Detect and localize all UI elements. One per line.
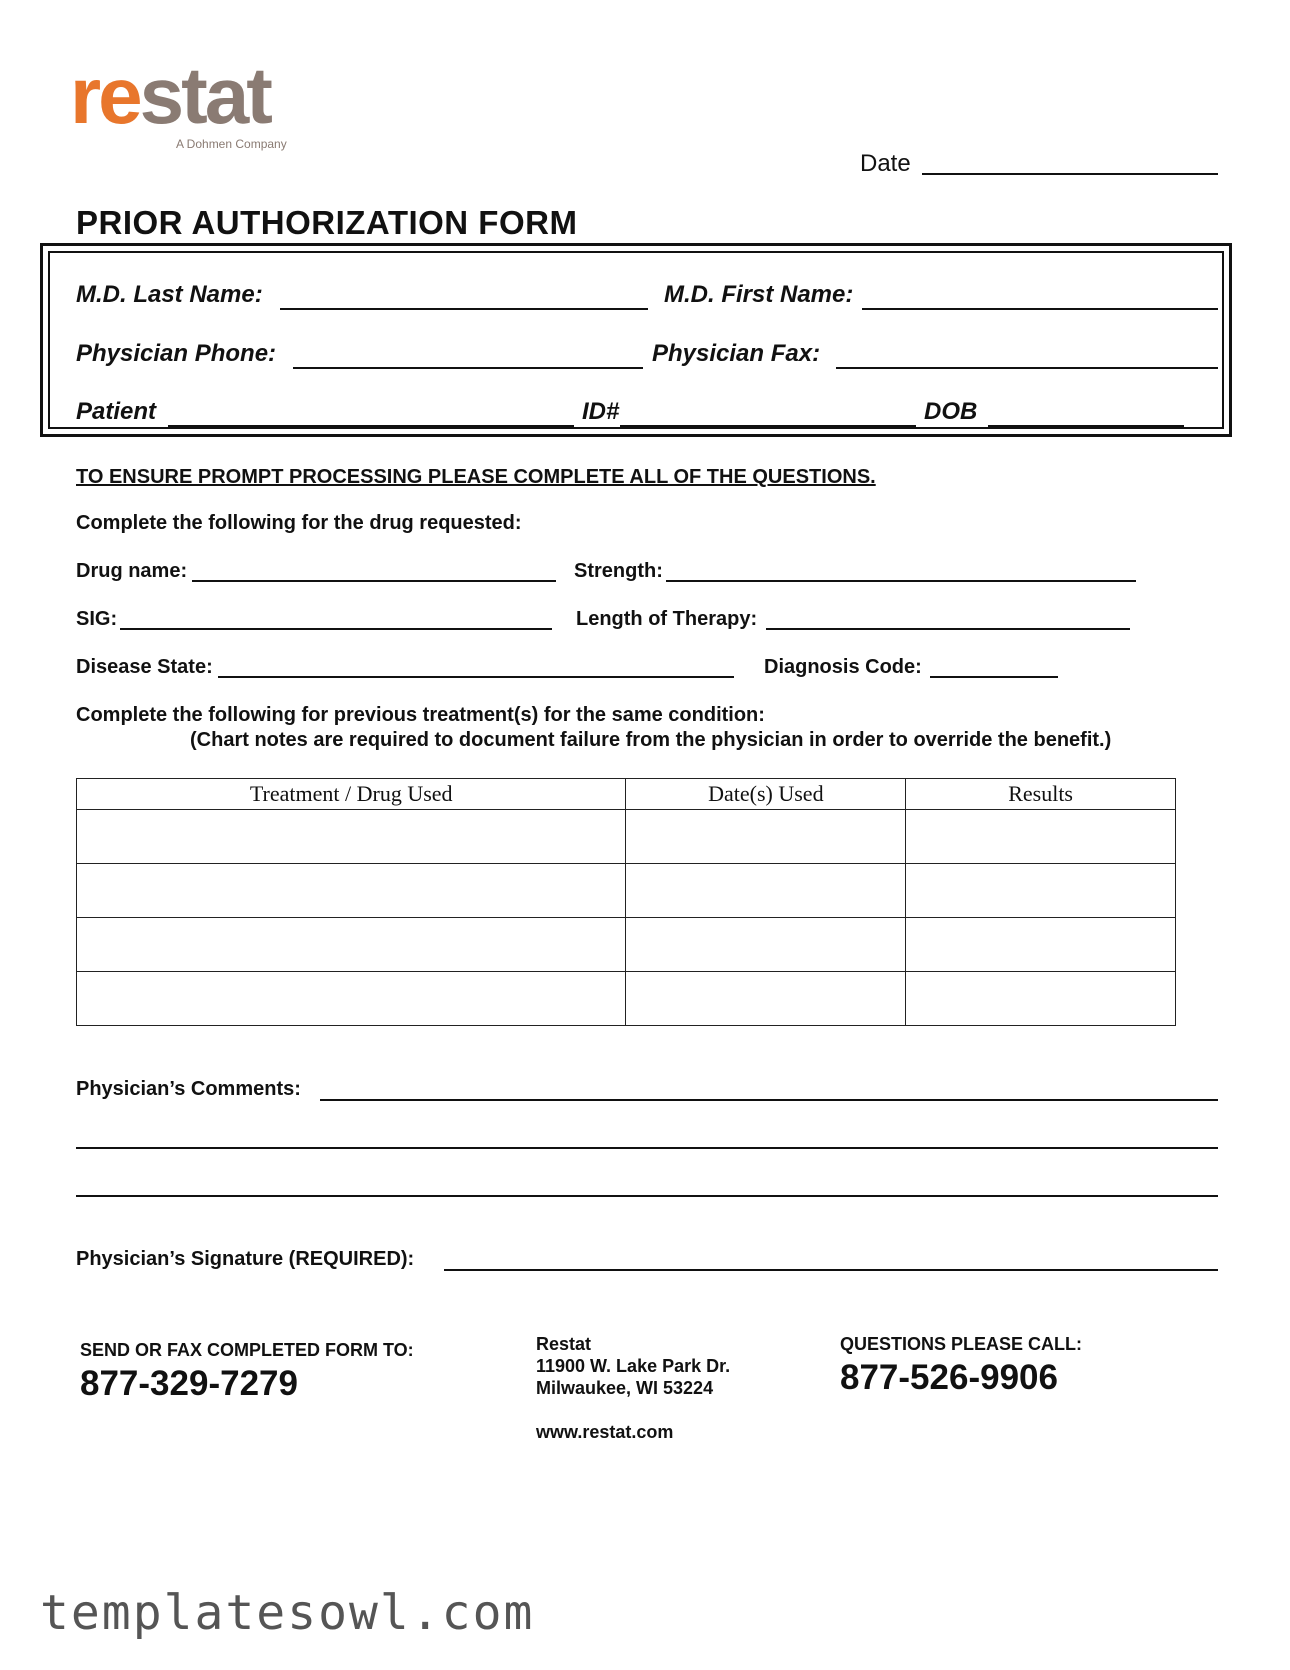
- table-row: [77, 972, 1176, 1026]
- physician-comments-label: Physician’s Comments:: [76, 1078, 301, 1100]
- instruction-heading: TO ENSURE PROMPT PROCESSING PLEASE COMPLETE ALL OF THE QUESTIONS.: [76, 466, 876, 488]
- results-cell[interactable]: [906, 918, 1176, 972]
- md-first-name-label: M.D. First Name:: [664, 281, 854, 308]
- previous-treatment-heading: Complete the following for previous treatment(s) for the same condition:: [76, 704, 765, 726]
- table-row: [77, 864, 1176, 918]
- send-fax-label: SEND OR FAX COMPLETED FORM TO:: [80, 1340, 414, 1360]
- website-link[interactable]: www.restat.com: [536, 1422, 674, 1442]
- column-header-dates: Date(s) Used: [626, 779, 906, 810]
- restat-logo: restat: [70, 51, 270, 140]
- sig-label: SIG:: [76, 608, 118, 630]
- disease-state-label: Disease State:: [76, 656, 213, 678]
- drug-section-heading: Complete the following for the drug requested:: [76, 512, 522, 534]
- id-label: ID#: [582, 398, 620, 425]
- date-field[interactable]: [922, 173, 1218, 175]
- diagnosis-code-field[interactable]: [930, 676, 1058, 678]
- questions-phone-number: 877-526-9906: [840, 1358, 1058, 1397]
- physician-comments-field-line-3[interactable]: [76, 1195, 1218, 1197]
- physician-signature-label: Physician’s Signature (REQUIRED):: [76, 1248, 415, 1270]
- drug-name-label: Drug name:: [76, 560, 188, 582]
- column-header-results: Results: [906, 779, 1176, 810]
- patient-label: Patient: [76, 398, 157, 425]
- results-cell[interactable]: [906, 864, 1176, 918]
- md-first-name-field[interactable]: [862, 308, 1218, 310]
- table-row: [77, 810, 1176, 864]
- logo-tagline: A Dohmen Company: [176, 137, 287, 151]
- md-last-name-label: M.D. Last Name:: [76, 281, 263, 308]
- previous-treatment-table: [76, 778, 1176, 1026]
- physician-fax-field[interactable]: [836, 367, 1218, 369]
- strength-label: Strength:: [574, 560, 663, 582]
- watermark: templatesowl.com: [40, 1585, 535, 1641]
- column-header-treatment: Treatment / Drug Used: [77, 779, 626, 810]
- strength-field[interactable]: [666, 580, 1136, 582]
- dates-cell[interactable]: [626, 810, 906, 864]
- patient-field[interactable]: [168, 425, 574, 427]
- results-cell[interactable]: [906, 810, 1176, 864]
- sig-field[interactable]: [120, 628, 552, 630]
- dob-field[interactable]: [988, 425, 1184, 427]
- company-name: Restat: [536, 1334, 592, 1354]
- questions-label: QUESTIONS PLEASE CALL:: [840, 1334, 1083, 1354]
- page-title: PRIOR AUTHORIZATION FORM: [76, 204, 578, 241]
- physician-comments-field-line-2[interactable]: [76, 1147, 1218, 1149]
- physician-signature-field[interactable]: [444, 1269, 1218, 1271]
- length-of-therapy-label: Length of Therapy:: [576, 608, 758, 630]
- physician-phone-label: Physician Phone:: [76, 340, 277, 367]
- treatment-cell[interactable]: [77, 918, 626, 972]
- date-label: Date: [860, 150, 911, 177]
- length-of-therapy-field[interactable]: [766, 628, 1130, 630]
- physician-fax-label: Physician Fax:: [652, 340, 821, 367]
- address-line-2: Milwaukee, WI 53224: [536, 1378, 714, 1398]
- id-field[interactable]: [620, 425, 916, 427]
- dates-cell[interactable]: [626, 918, 906, 972]
- dates-cell[interactable]: [626, 864, 906, 918]
- table-row: [77, 918, 1176, 972]
- treatment-cell[interactable]: [77, 972, 626, 1026]
- physician-comments-field-line-1[interactable]: [320, 1099, 1218, 1101]
- dates-cell[interactable]: [626, 972, 906, 1026]
- disease-state-field[interactable]: [218, 676, 734, 678]
- dob-label: DOB: [924, 398, 978, 425]
- treatment-cell[interactable]: [77, 810, 626, 864]
- diagnosis-code-label: Diagnosis Code:: [764, 656, 922, 678]
- chart-notes-note: (Chart notes are required to document failure from the physician in order to override the benefit.): [190, 729, 1112, 751]
- treatment-cell[interactable]: [77, 864, 626, 918]
- address-line-1: 11900 W. Lake Park Dr.: [536, 1356, 731, 1376]
- results-cell[interactable]: [906, 972, 1176, 1026]
- drug-name-field[interactable]: [192, 580, 556, 582]
- fax-number: 877-329-7279: [80, 1364, 298, 1403]
- physician-phone-field[interactable]: [293, 367, 643, 369]
- md-last-name-field[interactable]: [280, 308, 648, 310]
